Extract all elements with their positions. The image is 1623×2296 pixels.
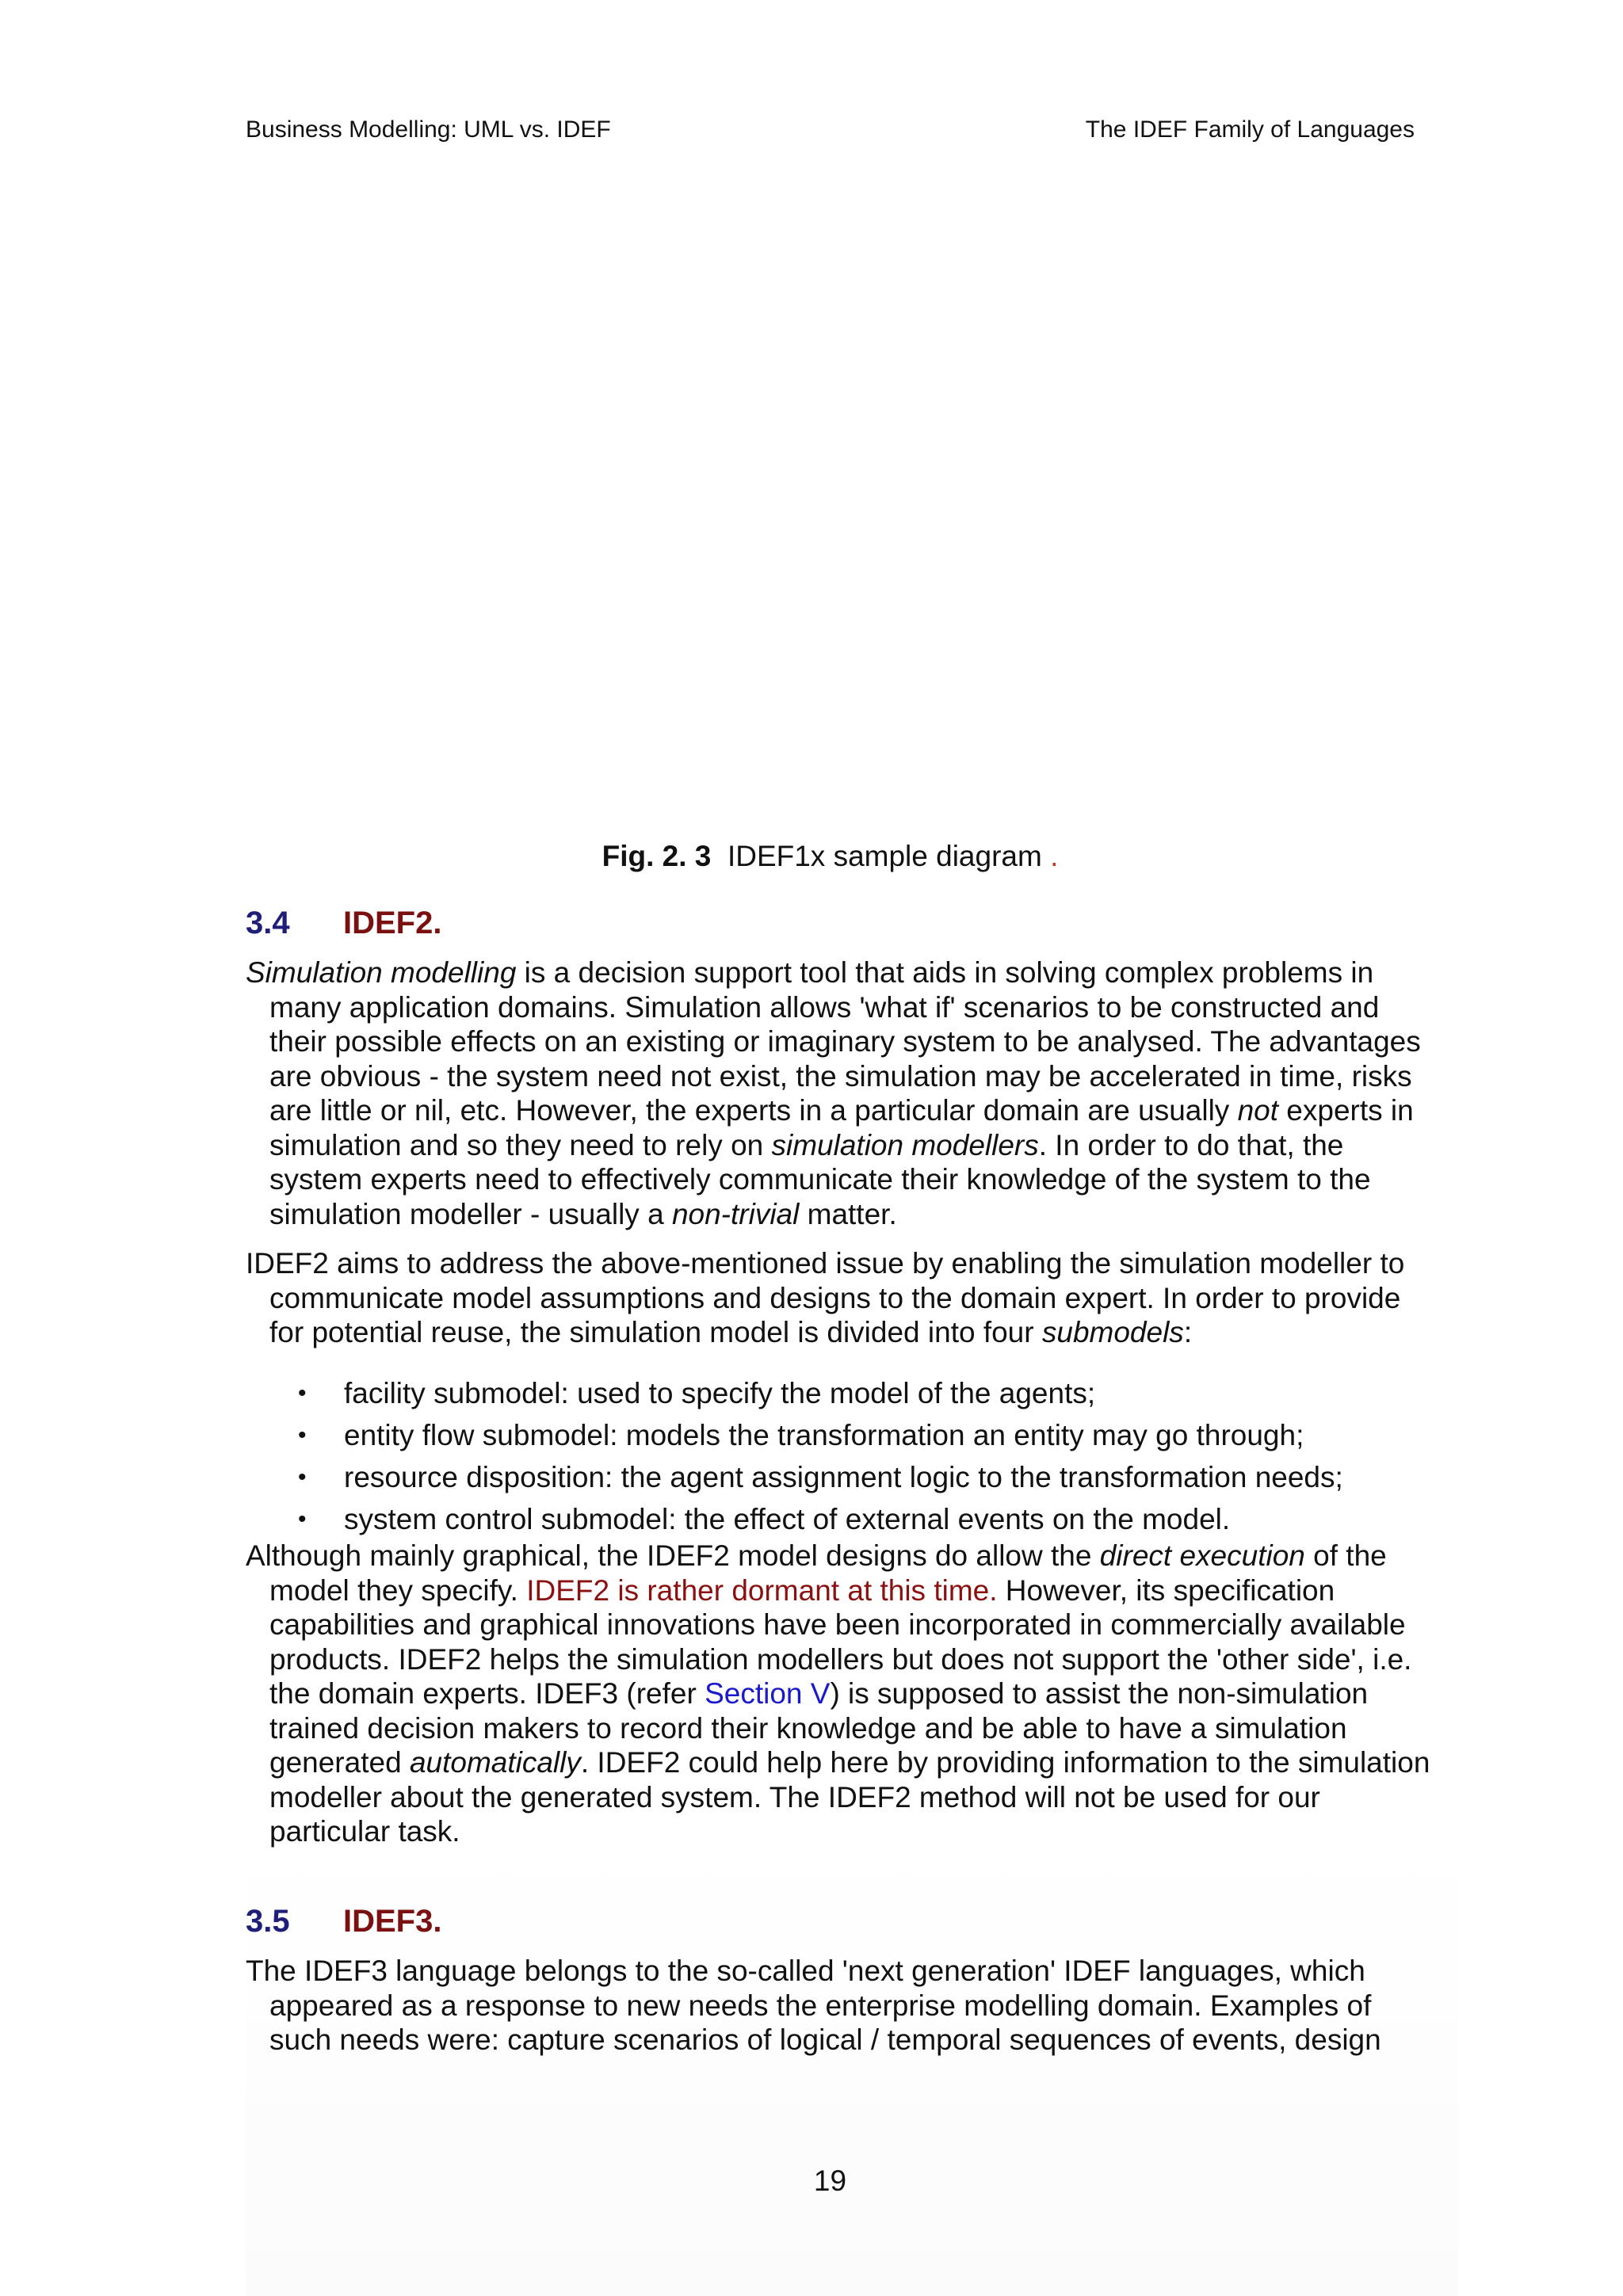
figure-caption [246,838,1415,875]
text-run: However, its specification capabilities and graphical innovations have been incorporated in commercially available products. IDEF2 helps the simulation modellers but does not support the 'other side', i.e. the domain experts. IDEF3 (refer [269,1573,1412,1710]
figure-caption-trailing: . [1050,840,1059,872]
section-title: IDEF3. [343,1904,442,1939]
list-item-text: entity flow submodel: models the transformation an entity may go through; [344,1419,1304,1451]
paragraph-simulation-modelling [246,955,1434,1231]
paragraph-idef3-intro [246,1954,1434,2058]
text-run: Although mainly graphical, the IDEF2 model designs do allow the [246,1539,1100,1572]
text-run: . IDEF2 could help here by providing information to the simulation modeller about the generated system. The IDEF2 method will not be used for our particular task. [269,1746,1430,1848]
list-item [246,1498,1411,1540]
emphasis-text: submodels [1041,1316,1184,1348]
text-run: : [1183,1316,1193,1348]
text-run: . In order to do that, the system experts need to effectively communicate their knowledge of the system to the simulation modeller - usually a [269,1128,1371,1230]
header-left-title: Business Modelling: UML vs. IDEF [246,116,611,143]
emphasis-text: simulation modellers [771,1128,1039,1161]
text-run: is a decision support tool that aids in solving complex problems in many application domains. Simulation allows 'what if' scenarios to be constructed and their possible effects on an existing or imaginary system to be analysed. The advantages are obvious - the system need not exist, the simulation may be accelerated in time, risks are little or nil, etc. However, the experts in a particular domain are usually [269,956,1421,1127]
emphasis-text: automatically [409,1746,581,1779]
text-run: of the model they specify. [269,1539,1387,1607]
list-item [246,1456,1411,1498]
text-run: The IDEF3 language belongs to the so-called 'next generation' IDEF languages, which appeared as a response to new needs the enterprise modelling domain. Examples of such needs were: capture scenarios of logical / temporal sequences of events, design [246,1955,1381,2056]
section-number: 3.4 [246,906,290,940]
section-heading-3-5 [246,1901,441,1941]
section-title: IDEF2. [343,906,442,940]
list-item-text: resource disposition: the agent assignment logic to the transformation needs; [344,1461,1343,1493]
emphasis-text: Simulation modelling [246,956,517,989]
page-background [246,1830,1458,2296]
list-item-text: system control submodel: the effect of external events on the model. [344,1503,1231,1535]
emphasis-text: non-trivial [671,1197,800,1230]
figure-blank-area [246,182,1415,824]
bullet-icon: • [298,1380,307,1406]
bullet-icon: • [298,1506,307,1532]
header-right-title: The IDEF Family of Languages [1085,116,1415,143]
text-run: matter. [799,1197,897,1230]
page-number: 19 [813,2164,847,2197]
text-run: experts in simulation and so they need to rely on [269,1094,1414,1161]
section-number: 3.5 [246,1904,290,1939]
section-heading-3-4 [246,903,441,943]
text-run: ) is supposed to assist the non-simulation trained decision makers to record their knowledge and be able to have a simulation generated [269,1677,1369,1779]
bullet-icon: • [298,1464,307,1490]
section-link[interactable]: Section V [705,1677,831,1710]
list-item [246,1414,1411,1456]
list-item [246,1372,1411,1414]
paragraph-idef2-graphical [246,1539,1434,1849]
figure-caption-text: IDEF1x sample diagram [727,840,1042,872]
emphasis-text: not [1237,1094,1279,1127]
text-run: IDEF2 aims to address the above-mentioned issue by enabling the simulation modeller to communicate model assumptions and designs to the domain expert. In order to provide for potential reuse, the simulation model is divided into four [246,1247,1405,1348]
figure-label: Fig. 2. 3 [601,840,712,872]
bullet-icon: • [298,1422,307,1448]
paragraph-idef2-aims [246,1246,1434,1350]
highlighted-text: IDEF2 is rather dormant at this time. [526,1573,998,1607]
emphasis-text: direct execution [1099,1539,1305,1572]
list-item-text: facility submodel: used to specify the model of the agents; [344,1377,1096,1409]
submodel-list [246,1372,1411,1540]
